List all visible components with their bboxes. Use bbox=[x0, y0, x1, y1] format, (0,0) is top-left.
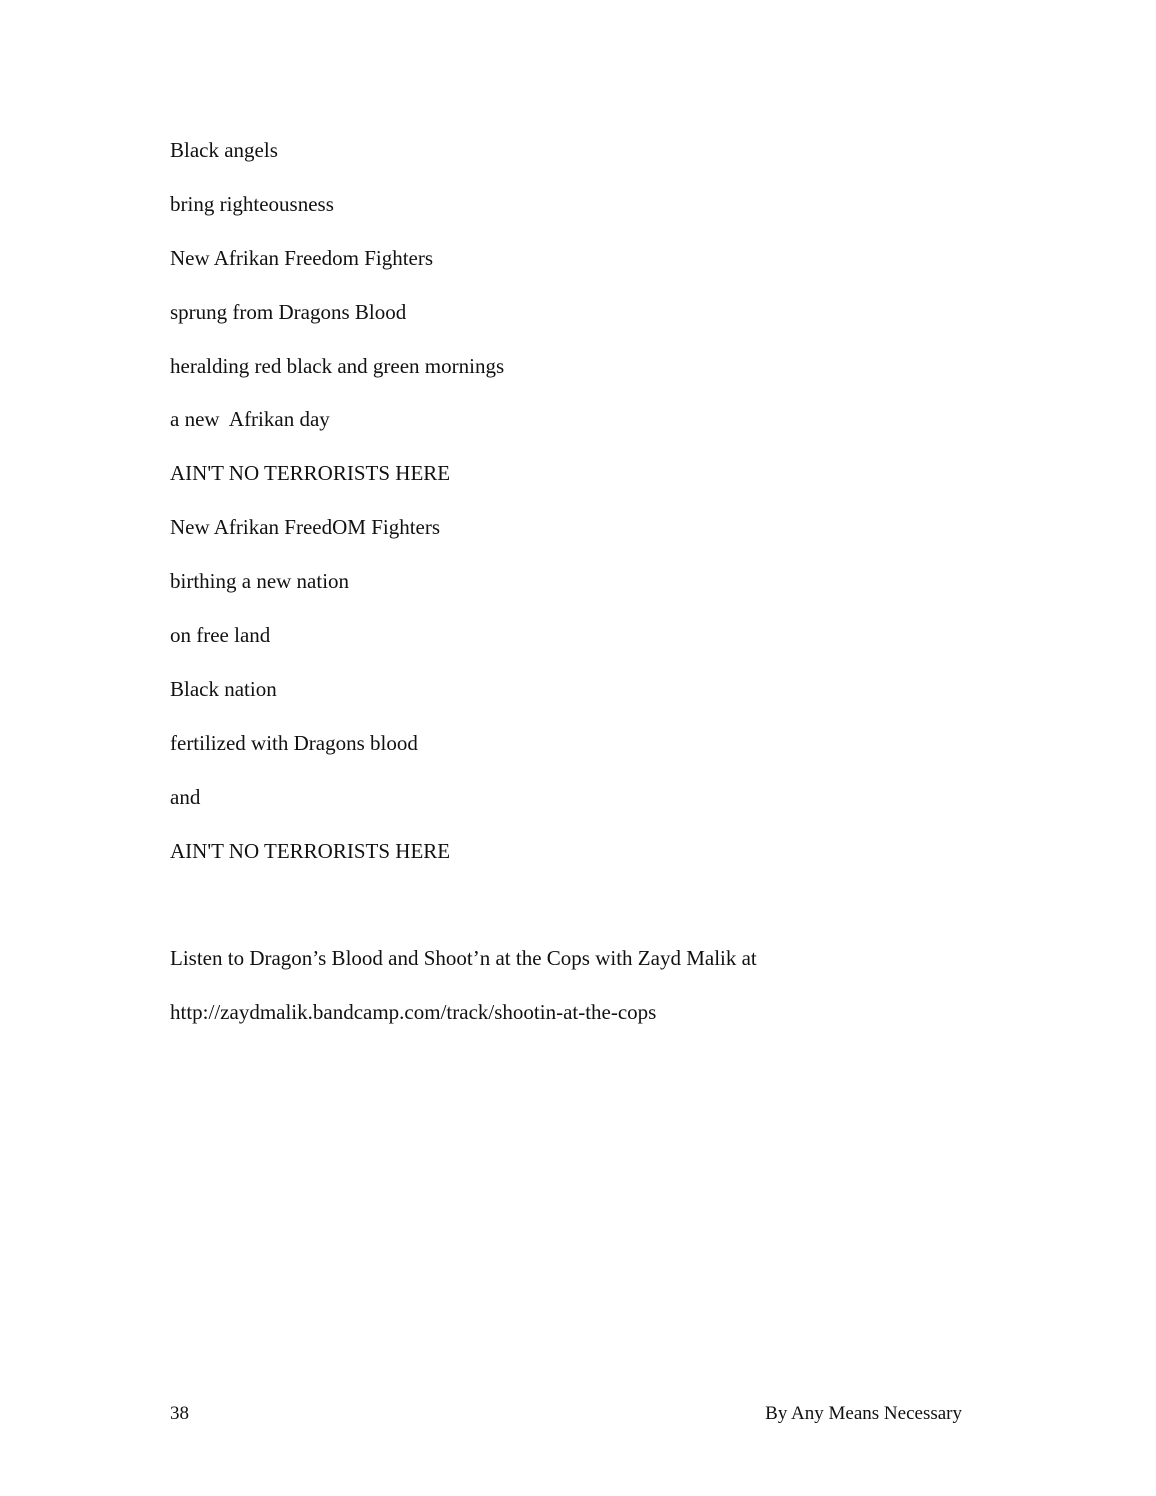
poem-line: fertilized with Dragons blood bbox=[170, 730, 418, 755]
poem bbox=[170, 135, 1070, 889]
running-title: By Any Means Necessary bbox=[765, 1403, 962, 1424]
poem-line: AIN'T NO TERRORISTS HERE bbox=[170, 461, 451, 486]
page-number: 38 bbox=[170, 1403, 189, 1424]
poem-line: and bbox=[170, 784, 201, 809]
page-footer bbox=[170, 1400, 962, 1428]
poem-line: on free land bbox=[170, 623, 271, 648]
poem-line: Black nation bbox=[170, 676, 277, 701]
bandcamp-url: http://zaydmalik.bandcamp.com/track/shootin-at-the-cops bbox=[170, 1000, 657, 1024]
poem-line: Black angels bbox=[170, 138, 278, 162]
poem-line: bring righteousness bbox=[170, 191, 334, 216]
poem-line: New Afrikan FreedOM Fighters bbox=[170, 515, 441, 540]
listening-note bbox=[170, 943, 1070, 1051]
poem-line: sprung from Dragons Blood bbox=[170, 299, 407, 324]
poem-line: heralding red black and green mornings bbox=[170, 353, 505, 378]
note-text: Listen to Dragon’s Blood and Shoot’n at the Cops with Zayd Malik at bbox=[170, 946, 757, 970]
poem-line: AIN'T NO TERRORISTS HERE bbox=[170, 838, 451, 863]
poem-line: a new Afrikan day bbox=[170, 407, 330, 432]
poem-line: birthing a new nation bbox=[170, 569, 350, 594]
poem-line: New Afrikan Freedom Fighters bbox=[170, 245, 434, 270]
